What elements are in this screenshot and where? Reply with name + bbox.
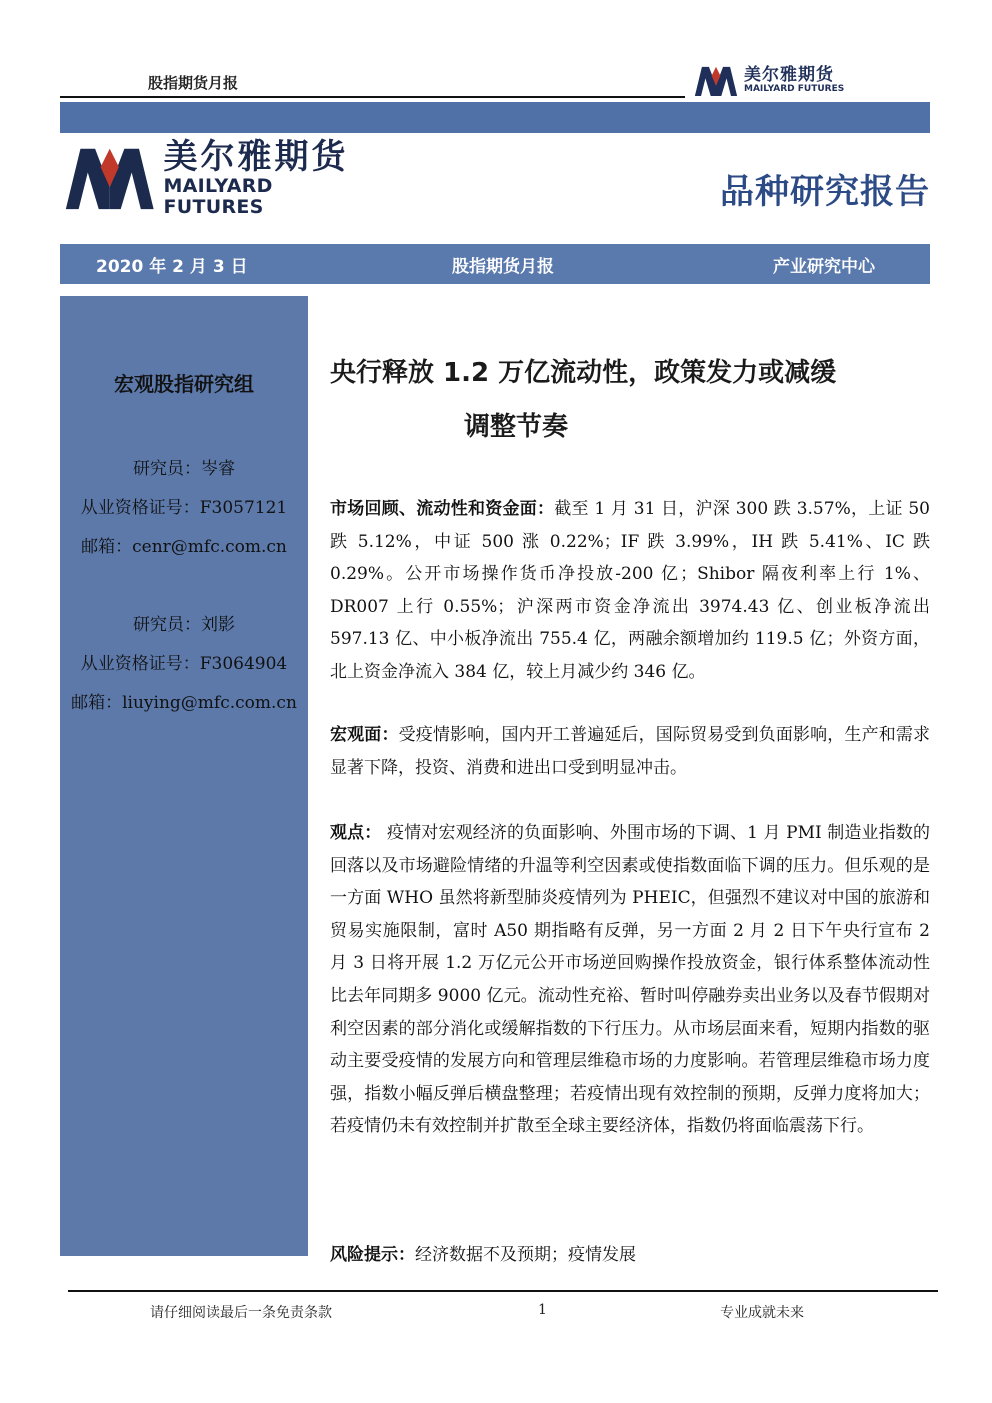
analyst-2-email: 邮箱：liuying@mfc.com.cn [71, 693, 297, 713]
header-logo [694, 64, 864, 98]
brand-cn-large: 美尔雅期货 [163, 136, 349, 177]
analyst-2-name: 研究员：刘影 [133, 615, 235, 635]
section-risk [330, 1239, 930, 1272]
section-market-review [330, 493, 930, 689]
section-text: 经济数据不及预期；疫情发展 [415, 1245, 636, 1265]
section-text: 疫情对宏观经济的负面影响、外围市场的下调、1 月 PMI 制造业指数的回落以及市场避险情绪的升温等利空因素或使指数面临下调的压力。但乐观的是一方面 WHO 虽然将新型肺炎疫情列为 PHEIC，但强烈不建议对中国的旅游和贸易实施限制，富时 A50 期指略有反弹，另一方面 2 月 2 日下午央行宣布 2 月 3 日将开展 1.2 万亿元公开市场逆回购操作投放资金，银行体系整体流动性比去年同期多 9000 亿元。流动性充裕、暂时叫停融券卖出业务以及春节假期对利空因素的部分消化或缓解指数的下行压力。从市场层面来看，短期内指数的驱动主要受疫情的发展方向和管理层维稳市场的力度影响。若管理层维稳市场力度强，指数小幅反弹后横盘整理；若疫情出现有效控制的预期，反弹力度将加大；若疫情仍未有效控制并扩散至全球主要经济体，指数仍将面临震荡下行。 [330, 823, 931, 1137]
section-lead: 宏观面： [330, 725, 399, 745]
section-text: 受疫情影响，国内开工普遍延后，国际贸易受到负面影响，生产和需求显著下降，投资、消费和进出口受到明显冲击。 [330, 725, 931, 778]
report-type: 品种研究报告 [720, 172, 930, 212]
headline [330, 346, 930, 454]
main-logo [64, 136, 374, 219]
section-lead: 风险提示： [330, 1245, 415, 1265]
analyst-1-email: 邮箱：cenr@mfc.com.cn [81, 537, 287, 557]
report-department: 产业研究中心 [773, 256, 875, 277]
mailyard-logo-large-icon [64, 143, 155, 213]
section-lead: 市场回顾、流动性和资金面： [330, 499, 555, 519]
analyst-sidebar [60, 296, 308, 1256]
page-number: 1 [538, 1302, 547, 1318]
section-viewpoint [330, 817, 930, 1143]
brand-en-large: MAILYARD FUTURES [163, 174, 273, 219]
headline-line-1: 央行释放 1.2 万亿流动性，政策发力或减缓 [330, 358, 837, 388]
mailyard-logo-icon [694, 65, 738, 97]
footer-slogan: 专业成就未来 [720, 1305, 804, 1321]
top-band [60, 102, 930, 133]
brand-en-small: MAILYARD FUTURES [744, 84, 845, 95]
footer-disclaimer: 请仔细阅读最后一条免责条款 [150, 1305, 332, 1321]
headline-line-2: 调整节奏 [464, 412, 569, 442]
footer-rule [68, 1290, 938, 1292]
section-lead: 观点： [330, 823, 382, 843]
section-macro [330, 719, 930, 784]
running-title: 股指期货月报 [148, 74, 239, 92]
analyst-2-license: 从业资格证号：F3064904 [80, 654, 288, 674]
analyst-1-license: 从业资格证号：F3057121 [80, 498, 288, 518]
header-rule [60, 96, 685, 98]
analyst-1-name: 研究员：岑睿 [133, 459, 235, 479]
section-text: 截至 1 月 31 日，沪深 300 跌 3.57%，上证 50 跌 5.12%，中证 500 涨 0.22%；IF 跌 3.99%，IH 跌 5.41%、IC 跌 0.29%。公开市场操作货币净投放-200 亿；Shibor 隔夜利率上行 1%、DR007 上行 0.55%；沪深两市资金净流出 3974.43 亿、创业板净流出 597.13 亿、中小板净流出 755.4 亿，两融余额增加约 119.5 亿；外资方面，北上资金净流入 384 亿，较上月减少约 346 亿。 [330, 499, 931, 682]
report-date: 2020 年 2 月 3 日 [96, 256, 248, 277]
report-category: 股指期货月报 [452, 256, 554, 277]
brand-cn-small: 美尔雅期货 [744, 65, 834, 86]
info-bar [60, 244, 930, 284]
research-group: 宏观股指研究组 [114, 372, 254, 396]
